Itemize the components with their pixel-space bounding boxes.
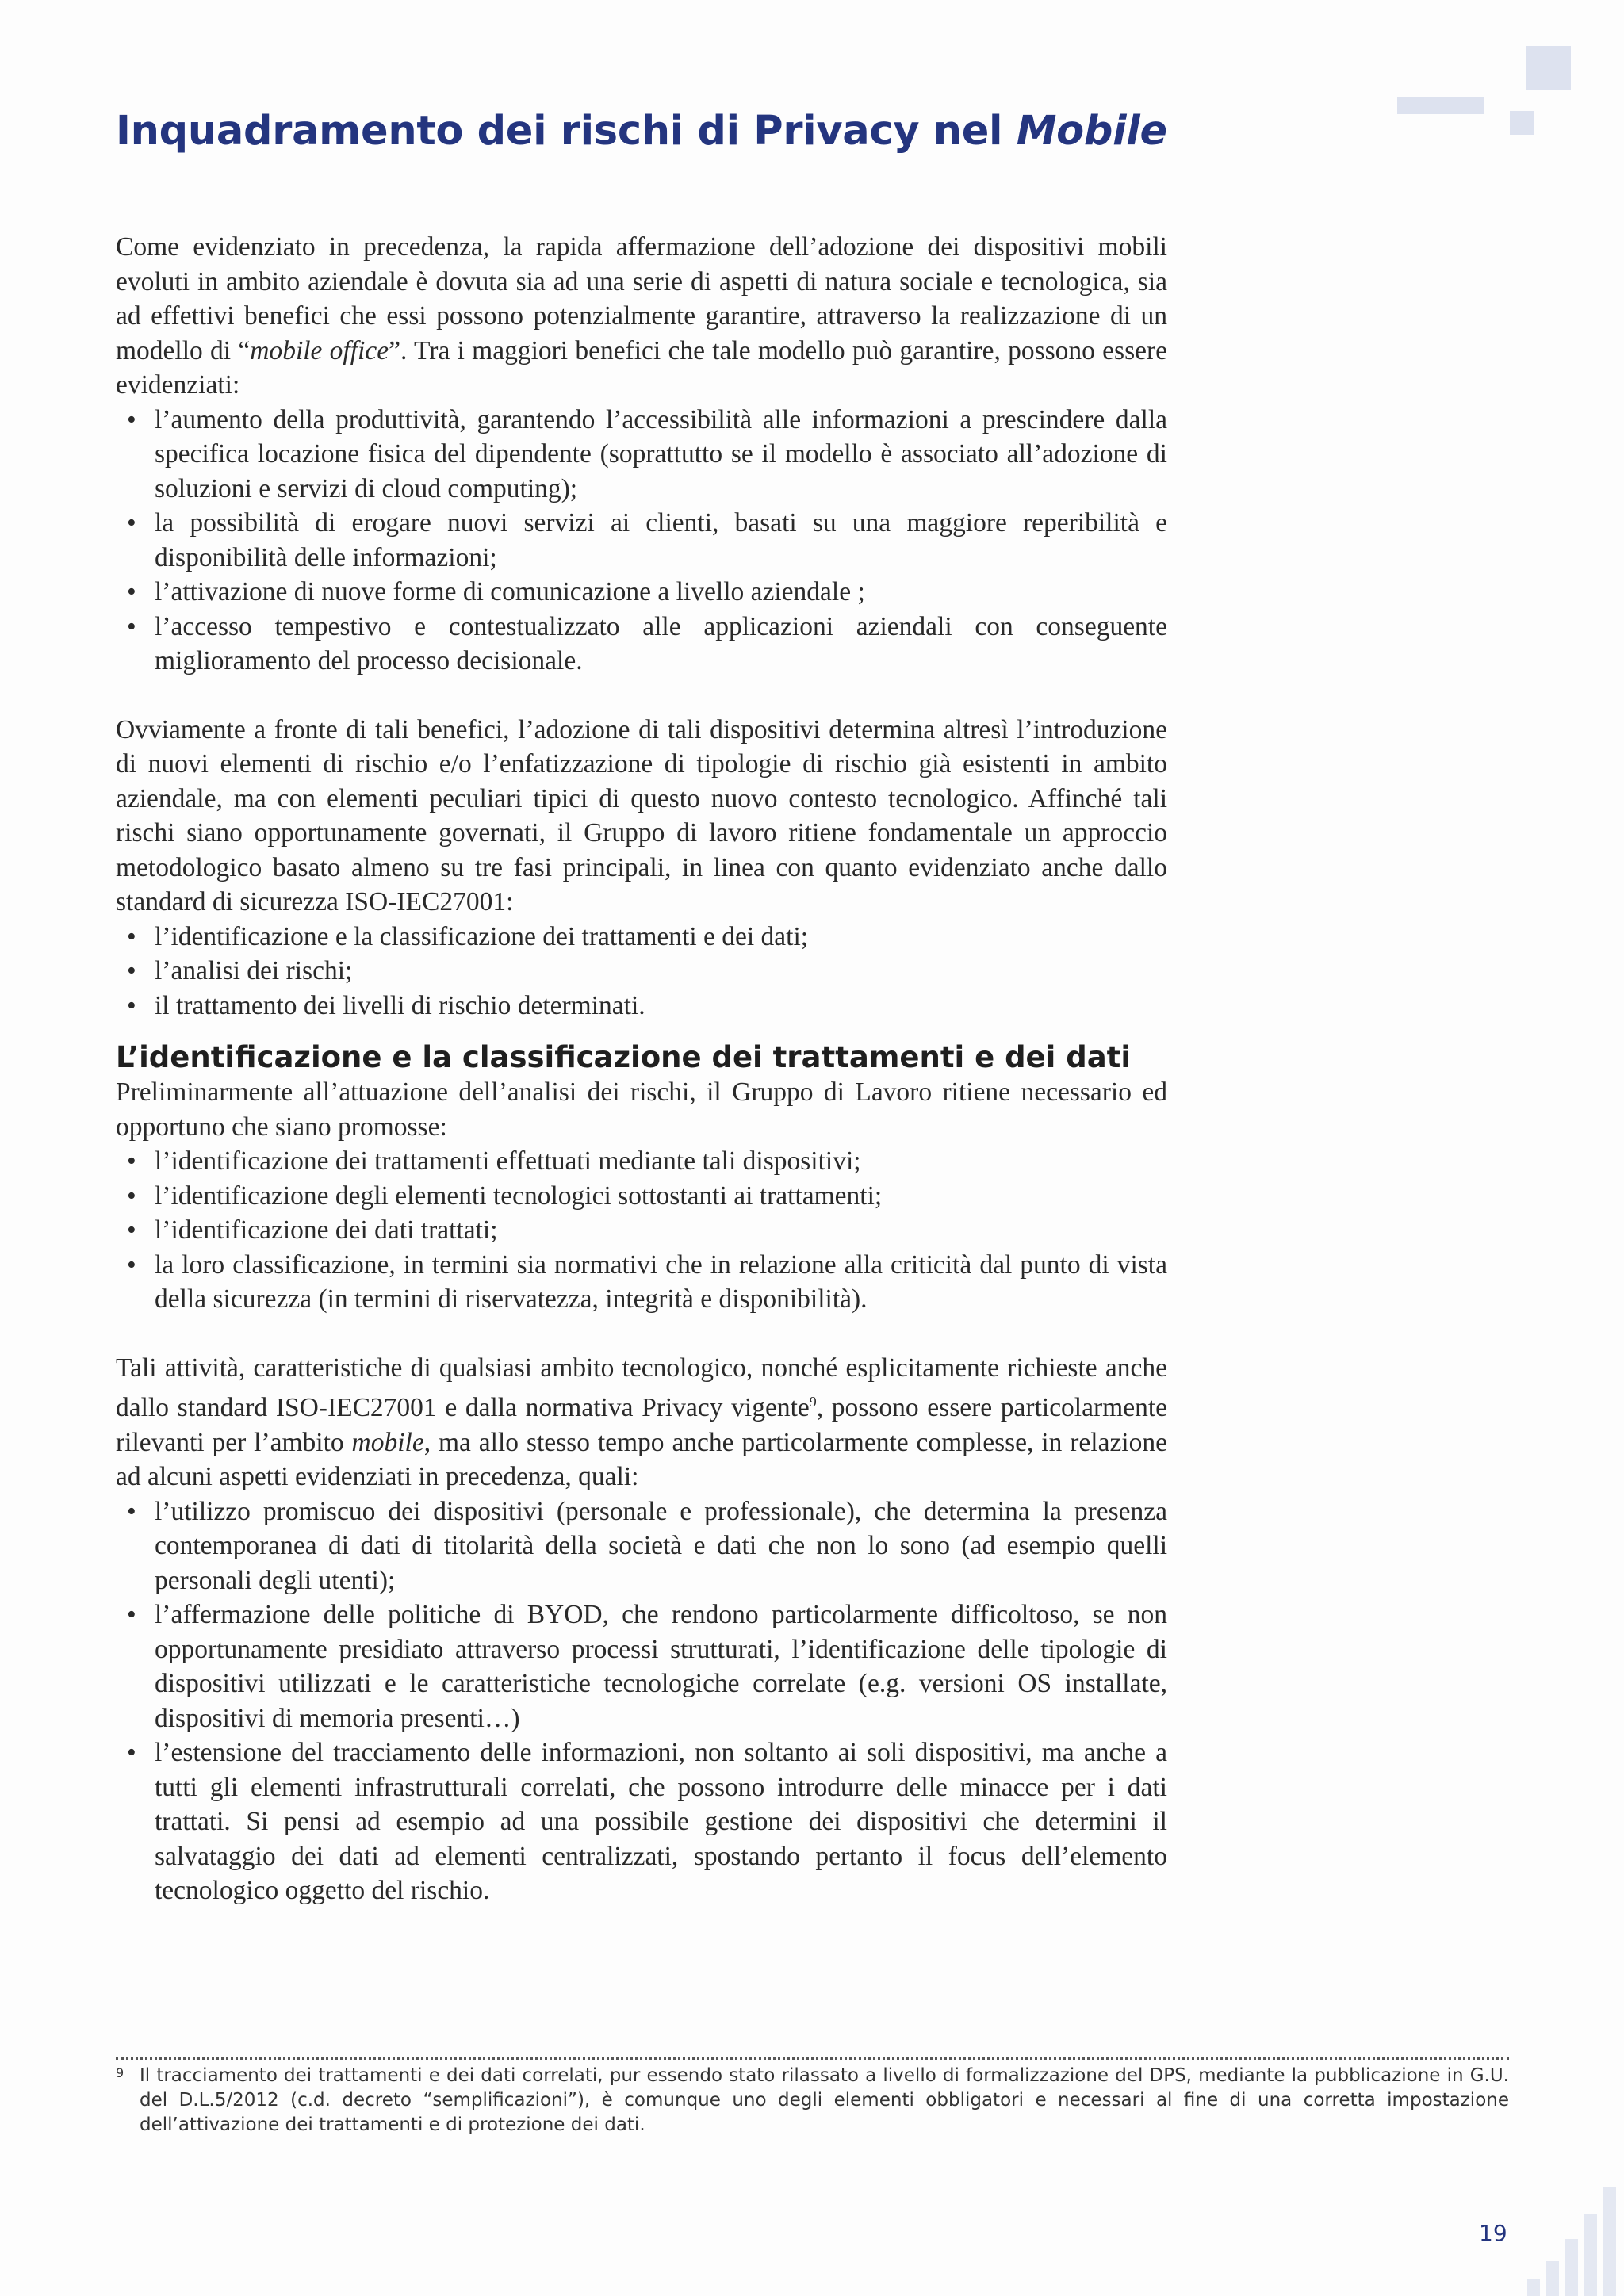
footnote-divider <box>116 2057 1509 2060</box>
list-item: • l’aumento della produttività, garantendo l’accessibilità alle informazioni a prescindere dalla specifica locazione fisica del dipendente (soprattutto se il modello è associato all’adozione di soluzioni e servizi di cloud computing); <box>116 403 1167 507</box>
section-heading: L’identificazione e la classificazione dei trattamenti e dei dati <box>116 1040 1132 1074</box>
intro-text-b: ”. Tra i maggiori benefici che tale modello può garantire, possono essere evidenziati: <box>116 335 1168 400</box>
intro-text-a: Come evidenziato in precedenza, la rapida affermazione dell’adozione dei dispositivi mobili evoluti in ambito aziendale è dovuta sia ad una serie di aspetti di natura sociale e tecnologica, sia ad effettivi benefici che essi possono potenzialmente garantire, attraverso la realizzazione di un modello di “ <box>116 232 1167 365</box>
list-item: • la loro classificazione, in termini sia normativi che in relazione alla criticità dal punto di vista della sicurezza (in termini di riservatezza, integrità e disponibilità). <box>116 1248 1167 1317</box>
risks-paragraph: Ovviamente a fronte di tali benefici, l’adozione di tali dispositivi determina altresì l’introduzione di nuovi elementi di rischio e/o l’enfatizzazione di tipologie di rischio già esistenti in ambito aziendale, ma con elementi peculiari tipici di questo nuovo contesto tecnologico. Affinché tali rischi siano opportunamente governati, il Gruppo di lavoro ritiene fondamentale un approccio metodologico basato almeno su tre fasi principali, in linea con quanto evidenziato anche dallo standard di sicurezza ISO-IEC27001: <box>116 714 1167 916</box>
decorative-square-large <box>1526 46 1571 90</box>
activities-paragraph <box>116 1351 1167 1494</box>
page-title-italic: Mobile <box>1016 108 1167 155</box>
list-item: • l’estensione del tracciamento delle informazioni, non soltanto ai soli dispositivi, ma anche a tutti gli elementi infrastrutturali correlati, che possono introdurre delle minacce per i dati trattati. Si pensi ad esempio ad una possibile gestione dei dispositivi che determini il salvataggio dei dati ad elementi centralizzati, spostando pertanto il focus dell’elemento tecnologico oggetto del rischio. <box>116 1735 1167 1908</box>
complexity-list <box>116 1494 1167 1908</box>
list-item: • la possibilità di erogare nuovi servizi ai clienti, basati su una maggiore reperibilità e disponibilità delle informazioni; <box>116 506 1167 575</box>
list-item: • l’analisi dei rischi; <box>116 954 1167 989</box>
footnote <box>116 2064 1509 2137</box>
decorative-bar <box>1565 2239 1578 2296</box>
benefits-list <box>116 403 1167 679</box>
intro-paragraph <box>116 230 1167 403</box>
list-item: • l’identificazione degli elementi tecnologici sottostanti ai trattamenti; <box>116 1179 1167 1214</box>
decorative-bar <box>1584 2214 1597 2296</box>
list-item: • l’utilizzo promiscuo dei dispositivi (personale e professionale), che determina la presenza contemporanea di dati di titolarità della società e dati che non lo sono (ad esempio quelli personali degli utenti); <box>116 1494 1167 1598</box>
footnote-text: Il tracciamento dei trattamenti e dei dati correlati, pur essendo stato rilassato a livello di formalizzazione del DPS, mediante la pubblicazione in G.U. del D.L.5/2012 (c.d. decreto “semplificazioni”), è comunque uno degli elementi obbligatori e necessari al fine di una corretta impostazione dell’attivazione dei trattamenti e di protezione dei dati. <box>140 2065 1509 2135</box>
footnote-mark: 9 <box>116 2065 124 2080</box>
list-item: • il trattamento dei livelli di rischio determinati. <box>116 989 1167 1024</box>
list-item: • l’identificazione dei trattamenti effettuati mediante tali dispositivi; <box>116 1144 1167 1179</box>
activities-text-a: Tali attività, caratteristiche di qualsiasi ambito tecnologico, nonché esplicitamente richieste anche dallo standard ISO-IEC27001 e dalla normativa Privacy vigente <box>116 1353 1167 1423</box>
activities-text-c: , ma allo stesso tempo anche particolarmente complesse, in relazione ad alcuni aspetti evidenziati in precedenza, quali: <box>116 1427 1167 1492</box>
intro-italic: mobile office <box>250 335 389 365</box>
list-item: • l’affermazione delle politiche di BYOD, che rendono particolarmente difficoltoso, se non opportunamente presidiato attraverso processi strutturati, l’identificazione delle tipologie di dispositivi utilizzati e le caratteristiche tecnologiche correlate (e.g. versioni OS installate, dispositivi di memoria presenti…) <box>116 1598 1167 1735</box>
page-number: 19 <box>1479 2220 1507 2246</box>
decorative-bar <box>1546 2261 1559 2296</box>
main-content <box>116 230 1167 1908</box>
decorative-square-small <box>1510 111 1534 135</box>
identification-list <box>116 1144 1167 1317</box>
activities-text-b: , possono essere particolarmente rilevanti per l’ambito <box>116 1393 1167 1457</box>
page-title <box>116 108 1167 155</box>
page-title-text: Inquadramento dei rischi di Privacy nel <box>116 108 1017 155</box>
list-item: • l’attivazione di nuove forme di comunicazione a livello aziendale ; <box>116 575 1167 610</box>
footnote-reference[interactable]: 9 <box>809 1394 817 1410</box>
decorative-bar <box>1527 2279 1540 2296</box>
decorative-bar <box>1397 97 1484 114</box>
list-item: • l’identificazione e la classificazione dei trattamenti e dei dati; <box>116 920 1167 955</box>
phases-list <box>116 920 1167 1024</box>
list-item: • l’accesso tempestivo e contestualizzato alle applicazioni aziendali con conseguente miglioramento del processo decisionale. <box>116 610 1167 679</box>
activities-italic: mobile <box>351 1427 424 1457</box>
list-item: • l’identificazione dei dati trattati; <box>116 1213 1167 1248</box>
section-paragraph: Preliminarmente all’attuazione dell’analisi dei rischi, il Gruppo di Lavoro ritiene necessario ed opportuno che siano promosse: <box>116 1077 1167 1142</box>
decorative-bar <box>1603 2187 1616 2296</box>
